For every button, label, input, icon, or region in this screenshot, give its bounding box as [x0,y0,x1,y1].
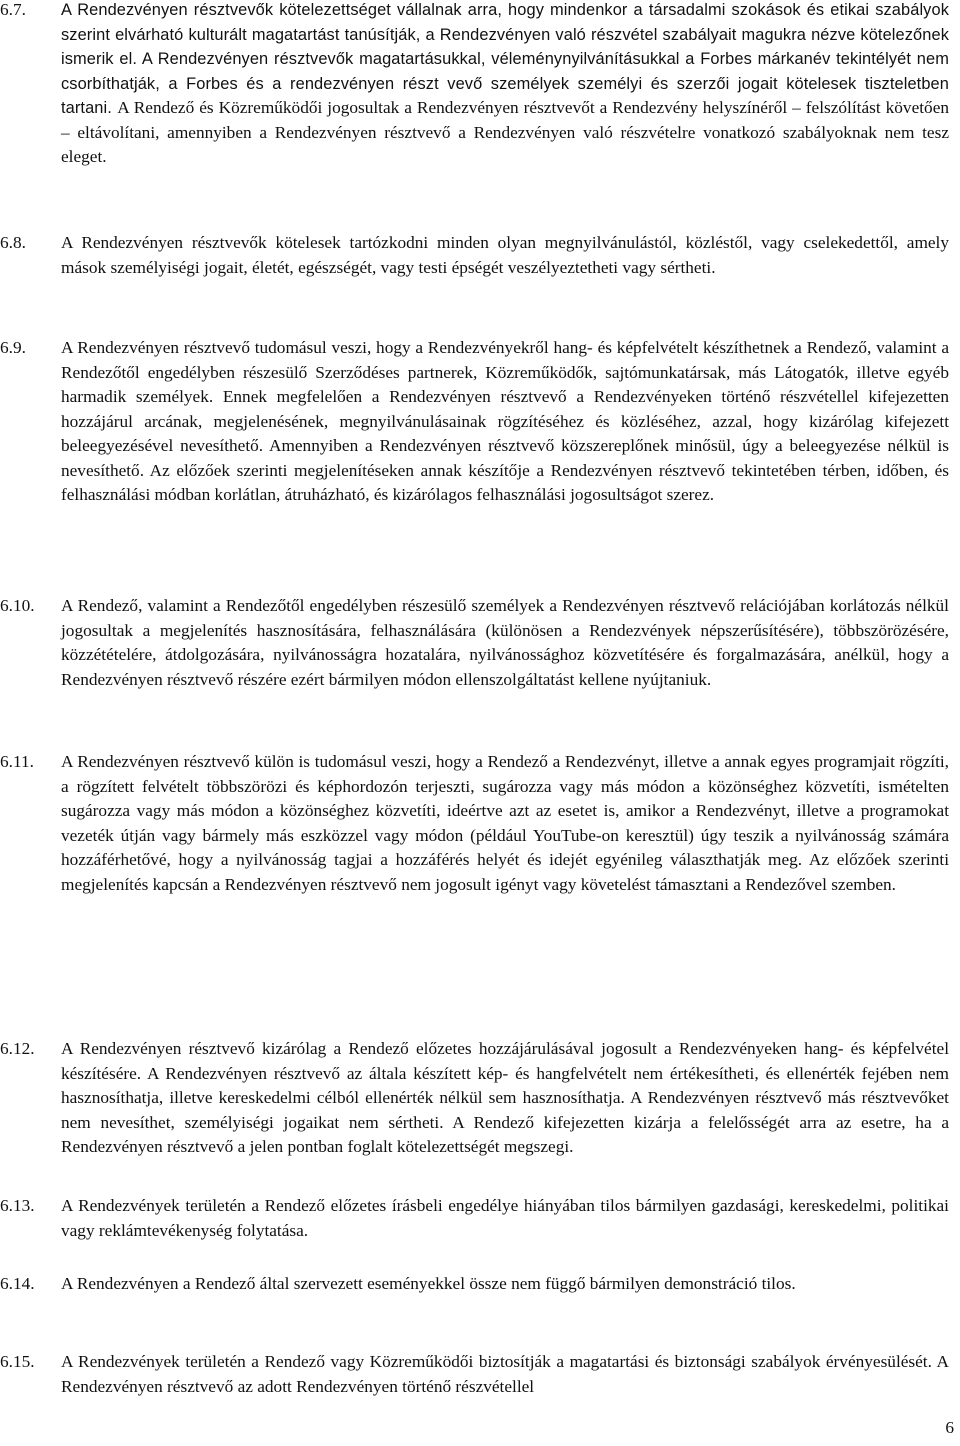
clause-number: 6.8. [0,233,26,252]
clause-number: 6.15. [0,1352,35,1371]
clause-text: A Rendezvények területén a Rendező előzetes írásbeli engedélye hiányában tilos bármilyen gazdasági, kereskedelmi, politikai vagy reklámtevékenység folytatása. [61,1196,949,1240]
clause-text: A Rendezvényen résztvevő tudomásul veszi, hogy a Rendezvényekről hang- és képfelvételt készíthetnek a Rendező, valamint a Rendezőtől engedélyben részesülő Szerződéses partnerek, Közreműködők, sajtómunkatársak, más Látogatók, illetve egyéb harmadik személyek. Ennek megfelelően a Rendezvényen résztvevő a Rendezvényeken történő részvétellel kifejezetten hozzájárul arcának, megjelenésének, megnyilvánulásainak rögzítéséhez és közléséhez, azzal, hogy kizárólag kifejezett beleegyezésével nevesíthető. Amennyiben a Rendezvényen résztvevő közszereplőnek minősül, úgy a beleegyezése nélkül is nevesíthető. Az előzőek szerinti megjelenítéseken annak készítője a Rendezvényen résztvevő tekintetében térben, időben, és felhasználási módban korlátlan, átruházható, és kizárólagos felhasználási jogosultságot szerez. [61,338,949,504]
clause-6-12 [0,1037,960,1160]
clause-6-8 [0,231,960,280]
clause-6-9 [0,336,960,508]
clause-text: A Rendező, valamint a Rendezőtől engedélyben részesülő személyek a Rendezvényen résztvevő relációjában korlátozás nélkül jogosultak a megjelenítés hasznosítására, felhasználására (különösen a Rendezvények népszerűsítésére), többszörözésére, közzétételére, átdolgozására, nyilvánosságra hozatalára, nyilvánossághoz közvetítésére és forgalmazására, anélkül, hogy a Rendezvényen résztvevő részére ezért bármilyen módon ellenszolgáltatást kellene nyújtaniuk. [61,596,949,689]
clause-number: 6.11. [0,752,34,771]
clause-number: 6.12. [0,1039,35,1058]
clause-number: 6.10. [0,596,35,615]
clause-text: A Rendezvényen résztvevő kizárólag a Rendező előzetes hozzájárulásával jogosult a Rendezvényeken hang- és képfelvétel készítésére. A Rendezvényen résztvevő az általa készített kép- és hangfelvételt nem értékesítheti, és ellenérték fejében nem hasznosíthatja, illetve kereskedelmi célból ellenérték nélkül sem hasznosíthatja. A Rendezvényen résztvevő más résztvevőket nem nevesíthet, személyiségi jogaikat nem sértheti. A Rendező kifejezetten kizárja a felelősségét arra az esetre, ha a Rendezvényen résztvevő a jelen pontban foglalt kötelezettségét megszegi. [61,1039,949,1156]
clause-6-11 [0,750,960,897]
clause-6-15 [0,1350,960,1399]
clause-number: 6.14. [0,1274,35,1293]
clause-text: A Rendezvényen résztvevő külön is tudomásul veszi, hogy a Rendező a Rendezvényt, illetve a annak egyes programjait rögzíti, a rögzített felvételt többszörözi és képhordozón terjeszti, sugározza vagy más módon a közönséghez közvetíti, ismételten sugározza vagy más módon a közönséghez közvetíti, ideértve azt az esetet is, amikor a Rendezvényt, illetve a programokat vezeték útján vagy bármely más eszközzel vagy módon (például YouTube-on keresztül) úgy teszik a nyilvánosság számára hozzáférhetővé, hogy a nyilvánosság tagjai a hozzáférés helyét és idejét egyénileg választhatják meg. Az előzőek szerinti megjelenítés kapcsán a Rendezvényen résztvevő nem jogosult igényt vagy követelést támasztani a Rendezővel szemben. [61,752,949,894]
clause-6-14 [0,1272,960,1297]
clause-number: 6.7. [0,0,26,19]
clause-text [61,0,949,170]
clause-text: A Rendezvények területén a Rendező vagy Közreműködői biztosítják a magatartási és biztonsági szabályok érvényesülését. A Rendezvényen résztvevő az adott Rendezvényen történő részvétellel [61,1352,949,1396]
clause-text: A Rendezvényen résztvevők kötelesek tartózkodni minden olyan megnyilvánulástól, közléstől, vagy cselekedettől, amely mások személyiségi jogait, életét, egészségét, vagy testi épségét veszélyeztetheti vagy sértheti. [61,233,949,277]
clause-text-part: A Rendező és Közreműködői jogosultak a Rendezvényen résztvevőt a Rendezvény helyszínéről ‒ felszólítást követően ‒ eltávolítani, amennyiben a Rendezvényen résztvevő a Rendezvényen való részvételre vonatkozó szabályoknak nem tesz eleget. [61,98,950,166]
clause-6-7 [0,0,960,170]
clause-text-part: A Rendezvényen résztvevők magatartásukkal, véleménynyilvánításukkal a Forbes márkanév tekintélyét nem csorbíthatják, a Forbes és a rendezvényen részt vevő személyek személyi és szerzői jogait kötelesek tiszteletben tartani. [61,50,949,117]
page-number: 6 [945,1418,954,1437]
clause-6-13 [0,1194,960,1243]
clause-6-10 [0,594,960,692]
clause-number: 6.9. [0,338,26,357]
clause-number: 6.13. [0,1196,35,1215]
clause-text-part: A Rendezvényen résztvevők kötelezettséget vállalnak arra, hogy mindenkor a társadalmi szokások és etikai szabályok szerint elvárható kulturált magatartást tanúsítják, a Rendezvényen való részvétel szabályait magukra nézve kötelezőnek ismerik el. [61,1,949,68]
clause-text: A Rendezvényen a Rendező által szervezett eseményekkel össze nem függő bármilyen demonstráció tilos. [61,1274,796,1293]
